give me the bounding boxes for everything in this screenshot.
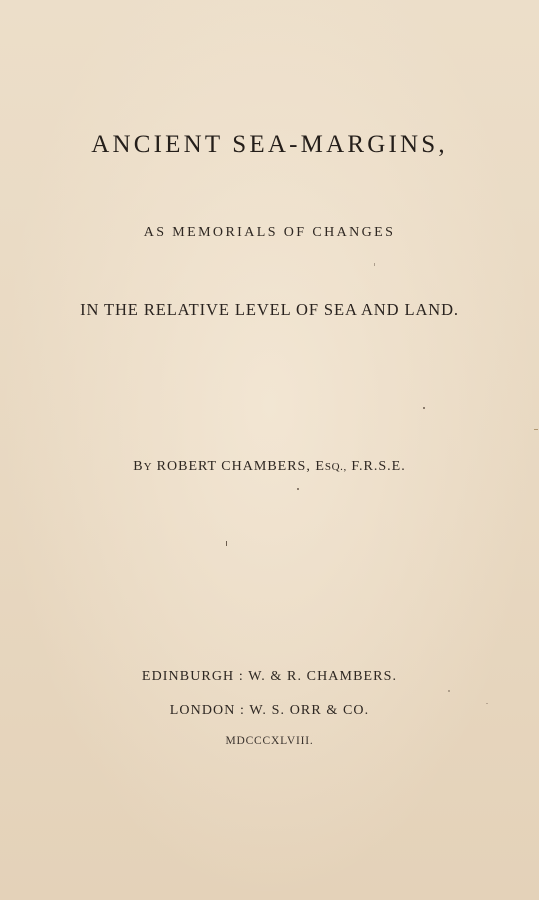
imprint-year: MDCCCXLVIII. [225,735,314,747]
imprint-london: LONDON : W. S. ORR & CO. [169,703,370,718]
book-title: ANCIENT SEA-MARGINS, [91,131,448,158]
author-esq-initial: E [315,459,325,474]
author-by-initial: B [133,459,144,474]
author-honours: F.R.S.E. [351,459,406,474]
paper-speck [448,690,450,692]
author-name: ROBERT CHAMBERS, [156,459,311,474]
author-by-rest: Y [143,461,153,473]
author-line [0,459,539,475]
subtitle-line-2: IN THE RELATIVE LEVEL OF SEA AND LAND. [80,300,459,319]
paper-speck [226,541,227,546]
author-esq-rest: SQ., [324,461,347,473]
paper-speck [423,407,425,409]
subtitle-line-1: AS MEMORIALS OF CHANGES [143,225,396,240]
paper-speck [297,488,299,490]
imprint-edinburgh: EDINBURGH : W. & R. CHAMBERS. [141,669,398,684]
paper-speck [534,429,538,430]
paper-speck [374,263,375,266]
paper-speck [486,703,488,704]
